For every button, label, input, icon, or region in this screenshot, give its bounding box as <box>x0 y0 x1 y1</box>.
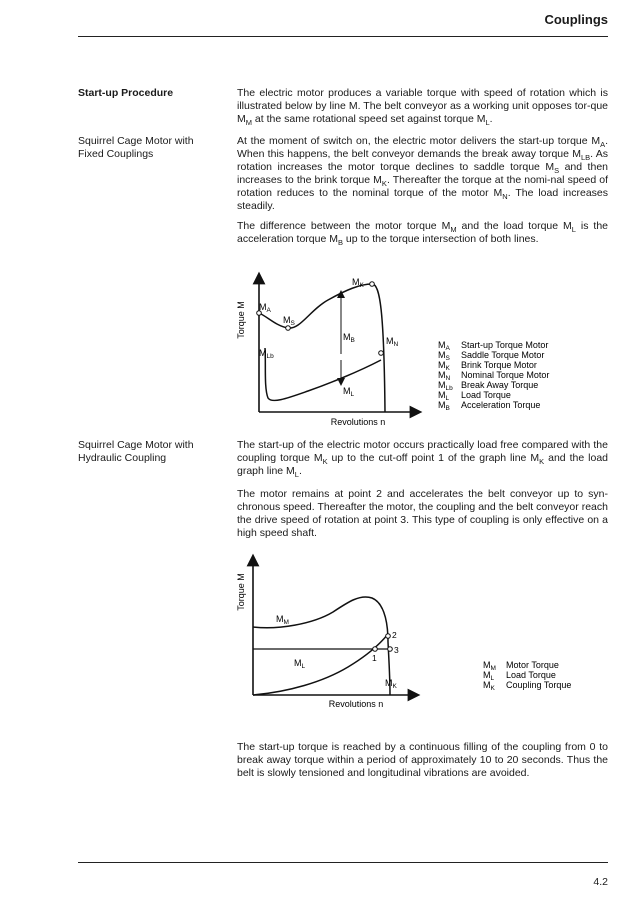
label-mn: $M_N$ <box>386 336 399 348</box>
page-header-title: Couplings <box>544 12 608 27</box>
paragraph-startup: The electric motor produces a variable torque with speed of rotation which is illustrated below by line M. The belt conveyor as a working unit opposes tor-que $M_M$ at the same rotational speed set against torque $M_L$. <box>237 87 608 128</box>
paragraph-hydraulic-coupling-1: The start-up of the electric motor occurs practically load free compared with the coupling torque $M_K$ up to the cut-off point 1 of the graph line $M_K$ and the load graph line $M_L$. <box>237 439 608 480</box>
legend-text: Load Torque <box>461 390 511 400</box>
legend-text: Load Torque <box>506 670 556 680</box>
legend-text: Start-up Torque Motor <box>461 340 549 350</box>
legend-symbol: $M_B$ <box>438 400 450 412</box>
legend-text: Acceleration Torque <box>461 400 541 410</box>
point-2 <box>386 634 391 639</box>
legend-symbol: $M_N$ <box>438 370 451 382</box>
legend-text: Brink Torque Motor <box>461 360 537 370</box>
motor-torque-curve <box>259 284 385 412</box>
y-axis-label: Torque M <box>236 301 246 339</box>
point-3 <box>388 647 393 652</box>
legend-symbol: $M_K$ <box>438 360 450 372</box>
torque-diagram-hydraulic-coupling <box>228 552 618 712</box>
legend-text: Saddle Torque Motor <box>461 350 545 360</box>
torque-diagram-fixed-coupling <box>228 270 618 430</box>
legend-symbol: $M_L$ <box>438 390 450 402</box>
section-heading-hydraulic-coupling: Squirrel Cage Motor with Hydraulic Coupling <box>78 439 194 464</box>
legend-symbol: $M_S$ <box>438 350 450 362</box>
label-point-3: 3 <box>394 645 399 655</box>
point-mn <box>379 351 384 356</box>
legend-text: Coupling Torque <box>506 680 572 690</box>
legend-symbol: $M_M$ <box>483 660 496 672</box>
label-ms: $M_S$ <box>283 315 295 327</box>
legend-text: Break Away Torque <box>461 380 539 390</box>
section-heading-startup: Start-up Procedure <box>78 87 174 99</box>
paragraph-fixed-couplings-1: At the moment of switch on, the electric motor delivers the start-up torque $M_A$. When this happens, the belt conveyor demands the break away torque $M_{LB}$. As rotation increases the motor torque declines to saddle torque $M_S$ and then increases to the brink torque $M_K$. Thereafter the torque at the nomi-nal speed of rotation reduces to the nominal torque of the motor $M_N$. The load increases steadily. <box>237 135 609 212</box>
paragraph-hydraulic-coupling-2: The motor remains at point 2 and accelerates the belt conveyor up to syn-chronous speed. Thereafter the motor, the coupling and the belt conveyor reach the drive speed of rotation at point 3. This type of coupling is only effective on a high speed shaft. <box>237 488 608 539</box>
page-number: 4.2 <box>593 876 608 888</box>
legend-text: Nominal Torque Motor <box>461 370 550 380</box>
x-axis-label: Revolutions n <box>330 417 386 427</box>
paragraph-startup-filling: The start-up torque is reached by a continuous filling of the coupling from 0 to break away torque within a period of approximately 10 to 20 seconds. Thus the belt is slowly tensioned and longitudinal vibrations are avoided. <box>237 741 608 779</box>
legend-symbol: $M_{Lb}$ <box>438 380 453 392</box>
label-mb: $M_B$ <box>343 332 355 344</box>
point-1 <box>373 647 378 652</box>
legend-symbol: $M_K$ <box>483 680 495 692</box>
header-rule <box>78 36 608 37</box>
y-axis-label: Torque M <box>236 573 246 611</box>
section-heading-fixed-couplings: Squirrel Cage Motor with Fixed Couplings <box>78 135 194 160</box>
label-mk: $M_K$ <box>352 277 364 289</box>
legend-symbol: $M_L$ <box>483 670 495 682</box>
paragraph-fixed-couplings-2: The difference between the motor torque $M_M$ and the load torque $M_L$ is the acceleration torque $M_B$ up to the torque intersection of both lines. <box>237 220 609 248</box>
label-point-1: 1 <box>372 653 377 663</box>
label-mm: $M_M$ <box>276 614 289 626</box>
footer-rule <box>78 862 608 863</box>
x-axis-label: Revolutions n <box>328 699 384 709</box>
legend-text: Motor Torque <box>506 660 559 670</box>
load-torque-curve <box>265 348 381 400</box>
label-ml: $M_L$ <box>294 658 306 670</box>
coupling-torque-curve <box>253 634 388 695</box>
legend-symbol: $M_A$ <box>438 340 450 352</box>
label-ma: $M_A$ <box>259 302 271 314</box>
point-mk <box>370 282 375 287</box>
label-mlb: $M_{Lb}$ <box>259 348 274 360</box>
label-point-2: 2 <box>392 630 397 640</box>
label-ml: $M_L$ <box>343 386 355 398</box>
label-mk: $M_K$ <box>385 678 397 690</box>
legend-hydraulic-coupling <box>483 660 571 692</box>
legend-fixed-coupling <box>438 340 549 412</box>
